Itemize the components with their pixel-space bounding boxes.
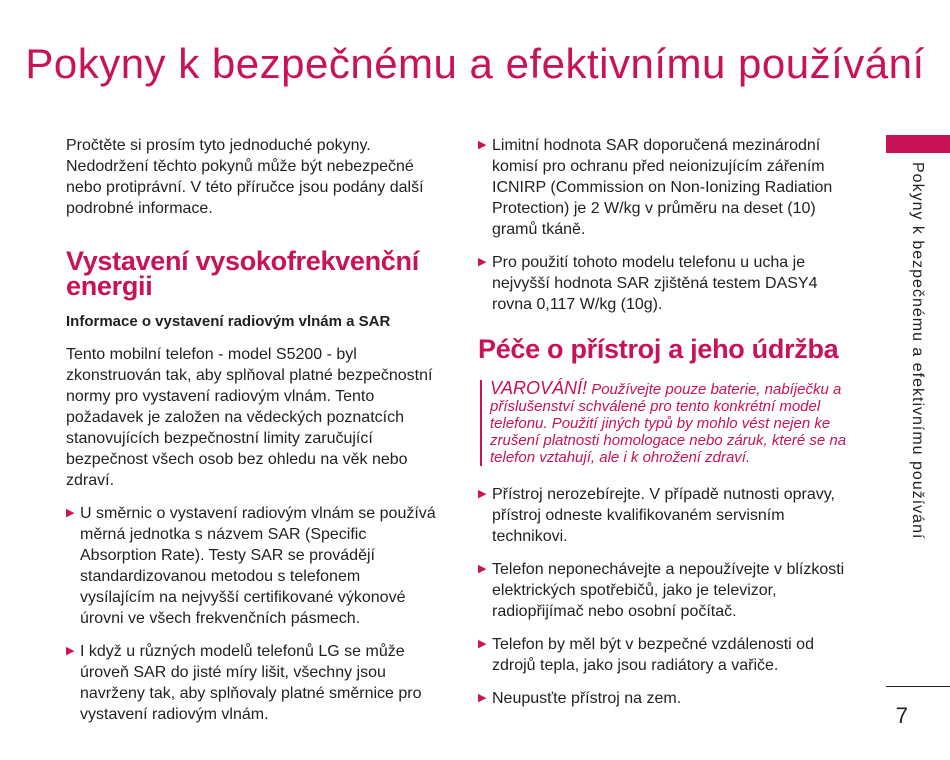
- warning-lead: VAROVÁNÍ!: [490, 378, 588, 398]
- bullet-arrow-icon: ▶: [478, 139, 487, 151]
- bullet-arrow-icon: ▶: [478, 256, 487, 268]
- warning-text: Používejte pouze baterie, nabíječku a příslušenství schválené pro tento konkrétní model telefonu. Použití jiných typů by mohlo vést nejen ke zrušení platnosti homologace nebo záruk, které se na telefon vztahují, ale i k ohrožení zdraví.: [490, 381, 847, 466]
- list-item: [478, 634, 856, 676]
- list-item-text: Telefon neponechávejte a nepoužívejte v blízkosti elektrických spotřebičů, jako je televizor, radiopřijímač nebo osobní počítač.: [492, 561, 845, 620]
- list-item: [478, 559, 856, 622]
- list-item-text: Telefon by měl být v bezpečné vzdálenosti od zdrojů tepla, jako jsou radiátory a vařiče.: [492, 636, 814, 674]
- list-item: [66, 503, 438, 629]
- bullet-arrow-icon: ▶: [478, 638, 487, 650]
- bullet-arrow-icon: ▶: [478, 488, 487, 500]
- list-item: [478, 252, 856, 315]
- warning-box: [480, 380, 856, 466]
- list-item-text: Pro použití tohoto modelu telefonu u ucha je nejvyšší hodnota SAR zjištěná testem DASY4 rovna 0,117 W/kg (10g).: [492, 254, 818, 313]
- intro-paragraph: Pročtěte si prosím tyto jednoduché pokyny. Nedodržení těchto pokynů může být nebezpečné nebo protiprávní. V této příručce jsou podány další podrobné informace.: [66, 137, 424, 217]
- list-item: [478, 688, 856, 709]
- subheading-sar: Informace o vystavení radiovým vlnám a SAR: [66, 313, 391, 330]
- list-item-text: Přístroj nerozebírejte. V případě nutnosti opravy, přístroj odneste kvalifikovaném servisním technikovi.: [492, 486, 835, 545]
- model-paragraph: Tento mobilní telefon - model S5200 - byl zkonstruován tak, aby splňoval platné bezpečnostní normy pro vystavení radiovým vlnám. Tento požadavek je založen na vědeckých poznatcích stanovujících bezpečnostní limity zaručující bezpečnost všech osob bez ohledu na věk nebo zdraví.: [66, 346, 433, 489]
- list-item-text: Neupusťte přístroj na zem.: [492, 690, 682, 707]
- page-number: 7: [895, 703, 908, 728]
- footer-divider: [886, 686, 950, 687]
- list-item-text: Limitní hodnota SAR doporučená mezinárodní komisí pro ochranu před neionizujícím zářením ICNIRP (Commission on Non-Ionizing Radiation Protection) je 2 W/kg v průměru na deset (10) gramů tkáně.: [492, 137, 833, 238]
- bullet-arrow-icon: ▶: [66, 645, 75, 657]
- left-column: [66, 135, 438, 737]
- list-item: [478, 135, 856, 240]
- page-title: Pokyny k bezpečnému a efektivnímu používání: [25, 40, 925, 87]
- list-item: [478, 484, 856, 547]
- bullet-arrow-icon: ▶: [478, 563, 487, 575]
- sidebar-section-label: Pokyny k bezpečnému a efektivnímu používání: [909, 162, 926, 540]
- right-column: [478, 135, 856, 721]
- section-title-care: Péče o přístroj a jeho údržba: [478, 334, 839, 364]
- list-item-text: U směrnic o vystavení radiovým vlnám se používá měrná jednotka s názvem SAR (Specific Absorption Rate). Testy SAR se provádějí standardizovanou metodou s telefonem vysílajícím na nejvyšší certifikované výkonové úrovni ve všech frekvenčních pásmech.: [80, 505, 436, 627]
- section-title-rf-exposure: Vystavení vysokofrekvenční energii: [66, 246, 419, 301]
- list-item-text: I když u různých modelů telefonů LG se může úroveň SAR do jisté míry lišit, všechny jsou navrženy tak, aby splňovaly platné směrnice pro vystavení radiovým vlnám.: [80, 643, 422, 723]
- sidebar-accent-bar: [886, 135, 950, 153]
- bullet-arrow-icon: ▶: [478, 692, 487, 704]
- list-item: [66, 641, 438, 725]
- bullet-arrow-icon: ▶: [66, 507, 75, 519]
